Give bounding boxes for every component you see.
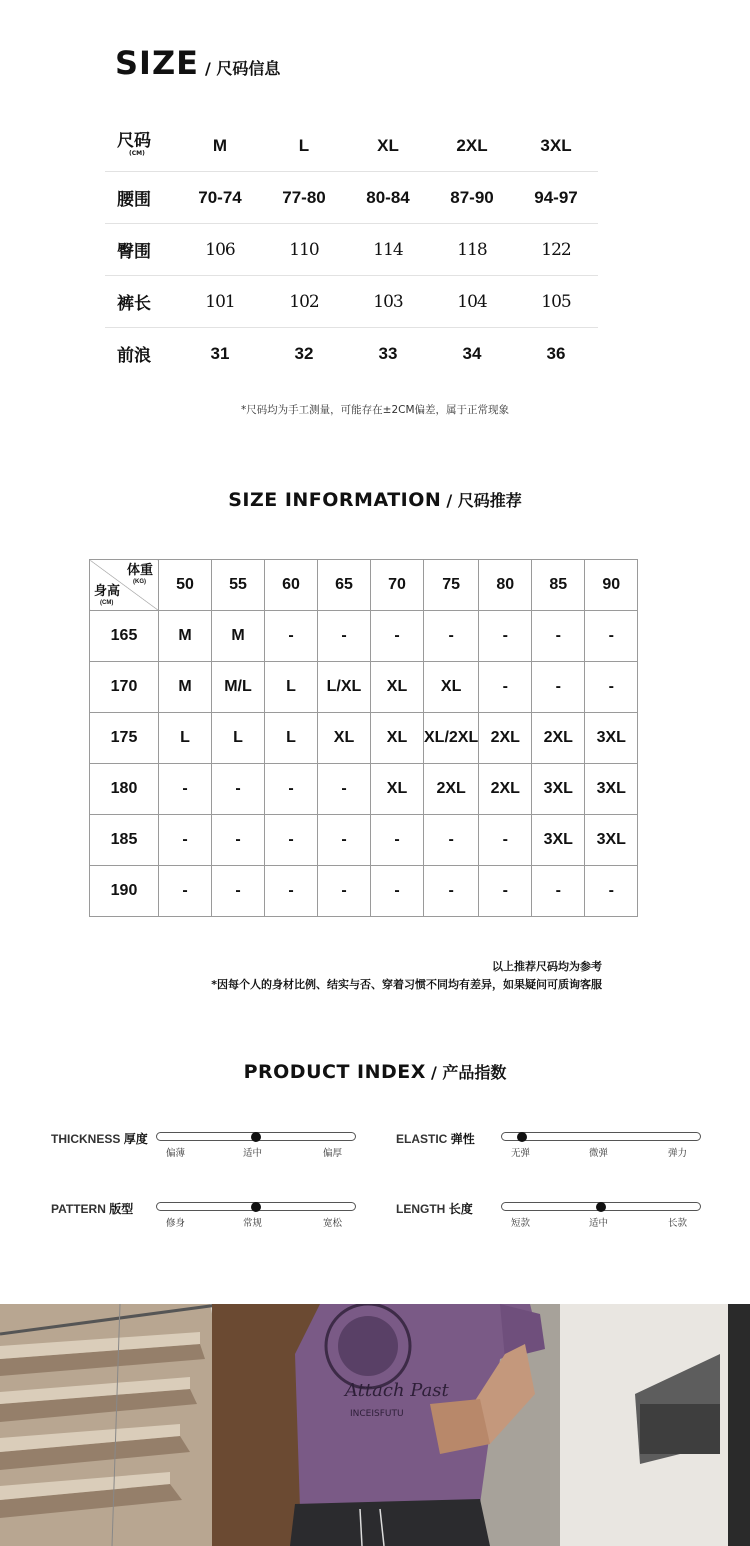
row-label: 臀围 — [117, 242, 151, 262]
size-row-rise — [105, 328, 598, 379]
height-cell: 175 — [90, 713, 159, 764]
rec-cell: XL/2XL — [424, 713, 479, 764]
rec-cell: - — [318, 866, 371, 917]
height-label: 身高 — [94, 584, 121, 599]
info-title: SIZE INFORMATION — [228, 489, 442, 511]
index-title: PRODUCT INDEX — [243, 1061, 426, 1083]
height-cell: 180 — [90, 764, 159, 815]
weight-col: 75 — [424, 560, 479, 611]
size-header-unit: (CM) — [129, 150, 145, 158]
recommend-table — [89, 559, 638, 917]
index-marker-dot — [251, 1202, 261, 1212]
value-cell: 101 — [205, 291, 235, 312]
rec-cell: - — [371, 815, 424, 866]
value-cell: 34 — [462, 343, 482, 363]
rec-cell: - — [159, 866, 212, 917]
row-label: 前浪 — [117, 346, 151, 366]
size-section-title — [115, 44, 280, 82]
rec-cell: - — [424, 866, 479, 917]
info-subtitle: / 尺码推荐 — [446, 491, 522, 510]
shirt-print-subtext: INCEISFUTU — [350, 1409, 404, 1419]
rec-cell: 3XL — [585, 713, 638, 764]
value-cell: 105 — [541, 291, 571, 312]
recommend-header-row — [90, 560, 638, 611]
index-track-elastic — [501, 1132, 701, 1141]
size-row-length — [105, 276, 598, 328]
size-note: *尺码均为手工测量，可能存在±2CM偏差，属于正常现象 — [240, 404, 510, 416]
rec-cell: - — [265, 866, 318, 917]
size-table — [105, 120, 598, 379]
rec-cell: - — [585, 662, 638, 713]
rec-cell: - — [532, 611, 585, 662]
value-cell: 33 — [378, 343, 398, 363]
rec-cell: - — [159, 764, 212, 815]
index-label-en: ELASTIC — [396, 1132, 448, 1146]
index-marker-dot — [596, 1202, 606, 1212]
value-cell: 102 — [289, 291, 319, 312]
rec-cell: - — [265, 815, 318, 866]
rec-cell: - — [585, 866, 638, 917]
size-table-header — [105, 120, 598, 172]
index-label-en: THICKNESS — [51, 1132, 121, 1146]
weight-col: 55 — [212, 560, 265, 611]
recommend-row-170 — [90, 662, 638, 713]
rec-cell: - — [371, 866, 424, 917]
rec-cell: - — [159, 815, 212, 866]
rec-cell: XL — [371, 764, 424, 815]
rec-cell: XL — [318, 713, 371, 764]
rec-cell: - — [318, 764, 371, 815]
value-cell: 118 — [457, 239, 487, 260]
index-tick-right: 长款 — [668, 1218, 688, 1229]
rec-cell: 3XL — [532, 764, 585, 815]
index-label-cn: 长度 — [448, 1202, 473, 1216]
rec-cell: 2XL — [479, 764, 532, 815]
rec-cell: M — [212, 611, 265, 662]
value-cell: 103 — [373, 291, 403, 312]
recommend-row-180 — [90, 764, 638, 815]
corner-cell — [90, 560, 159, 611]
rec-cell: 3XL — [532, 815, 585, 866]
size-header-cell — [105, 133, 178, 157]
index-label-pattern — [51, 1200, 133, 1217]
size-col-xl: XL — [377, 135, 399, 155]
rec-cell: - — [265, 764, 318, 815]
index-marker-dot — [517, 1132, 527, 1142]
rec-cell: L — [265, 713, 318, 764]
index-label-en: LENGTH — [396, 1202, 446, 1216]
rec-cell: - — [532, 866, 585, 917]
size-header-label: 尺码 — [117, 131, 151, 152]
index-tick-mid: 适中 — [589, 1218, 609, 1229]
rec-cell: - — [585, 611, 638, 662]
value-cell: 77-80 — [282, 187, 326, 207]
index-track-pattern — [156, 1202, 356, 1211]
height-cell: 165 — [90, 611, 159, 662]
weight-unit: (KG) — [133, 579, 146, 585]
size-row-waist — [105, 172, 598, 224]
value-cell: 114 — [373, 239, 403, 260]
product-photo — [0, 1304, 750, 1546]
shirt-print-text: Attach Past — [345, 1380, 449, 1401]
rec-cell: - — [479, 611, 532, 662]
recommend-row-165 — [90, 611, 638, 662]
info-section-title — [0, 488, 750, 511]
rec-cell: 3XL — [585, 764, 638, 815]
weight-col: 70 — [371, 560, 424, 611]
size-col-2xl: 2XL — [456, 135, 488, 155]
rec-cell: - — [371, 611, 424, 662]
weight-label: 体重 — [126, 563, 153, 578]
value-cell: 104 — [457, 291, 487, 312]
rec-cell: - — [265, 611, 318, 662]
index-label-cn: 厚度 — [123, 1132, 148, 1146]
rec-cell: L — [265, 662, 318, 713]
rec-cell: M/L — [212, 662, 265, 713]
index-label-en: PATTERN — [51, 1202, 106, 1216]
index-label-elastic — [396, 1130, 475, 1147]
product-photo-illustration — [0, 1304, 750, 1546]
weight-col: 50 — [159, 560, 212, 611]
rec-cell: - — [424, 611, 479, 662]
index-label-thickness — [51, 1130, 148, 1147]
value-cell: 94-97 — [534, 187, 578, 207]
index-label-cn: 版型 — [109, 1202, 134, 1216]
height-cell: 185 — [90, 815, 159, 866]
weight-col: 90 — [585, 560, 638, 611]
value-cell: 32 — [294, 343, 314, 363]
index-subtitle: / 产品指数 — [430, 1063, 507, 1082]
index-tick-mid: 微弹 — [589, 1148, 609, 1159]
height-cell: 170 — [90, 662, 159, 713]
recommend-row-190 — [90, 866, 638, 917]
rec-cell: L — [159, 713, 212, 764]
value-cell: 80-84 — [366, 187, 410, 207]
size-subtitle: / 尺码信息 — [205, 59, 281, 78]
weight-col: 80 — [479, 560, 532, 611]
rec-cell: - — [424, 815, 479, 866]
rec-cell: L — [212, 713, 265, 764]
rec-cell: 2XL — [424, 764, 479, 815]
value-cell: 70-74 — [198, 187, 242, 207]
rec-cell: 2XL — [532, 713, 585, 764]
index-tick-right: 弹力 — [668, 1148, 688, 1159]
rec-cell: XL — [371, 662, 424, 713]
rec-cell: - — [212, 815, 265, 866]
index-track-thickness — [156, 1132, 356, 1141]
recommend-note-disclaimer: *因每个人的身材比例、结实与否、穿着习惯不同均有差异，如果疑问可质询客服 — [211, 978, 602, 991]
value-cell: 106 — [205, 239, 235, 260]
rec-cell: 3XL — [585, 815, 638, 866]
rec-cell: - — [479, 662, 532, 713]
index-track-length — [501, 1202, 701, 1211]
index-label-length — [396, 1200, 473, 1217]
weight-col: 65 — [318, 560, 371, 611]
row-label: 裤长 — [117, 294, 151, 314]
size-title: SIZE — [115, 44, 200, 82]
index-tick-right: 偏厚 — [323, 1148, 343, 1159]
rec-cell: XL — [371, 713, 424, 764]
index-tick-left: 无弹 — [511, 1148, 531, 1159]
size-row-hip — [105, 224, 598, 276]
value-cell: 36 — [546, 343, 566, 363]
rec-cell: - — [212, 866, 265, 917]
size-col-l: L — [298, 135, 310, 155]
rec-cell: - — [212, 764, 265, 815]
rec-cell: M — [159, 662, 212, 713]
weight-col: 60 — [265, 560, 318, 611]
index-tick-mid: 适中 — [243, 1148, 263, 1159]
rec-cell: M — [159, 611, 212, 662]
index-tick-left: 短款 — [511, 1218, 531, 1229]
row-label: 腰围 — [117, 190, 151, 210]
rec-cell: 2XL — [479, 713, 532, 764]
value-cell: 87-90 — [450, 187, 494, 207]
index-tick-left: 修身 — [166, 1218, 186, 1229]
rec-cell: L/XL — [318, 662, 371, 713]
index-label-cn: 弹性 — [450, 1132, 475, 1146]
recommend-note-reference: 以上推荐尺码均为参考 — [492, 960, 602, 973]
height-unit: (CM) — [100, 600, 114, 606]
rec-cell: - — [318, 611, 371, 662]
rec-cell: - — [318, 815, 371, 866]
size-col-3xl: 3XL — [540, 135, 572, 155]
value-cell: 31 — [210, 343, 230, 363]
index-section-title — [0, 1060, 750, 1083]
index-marker-dot — [251, 1132, 261, 1142]
rec-cell: - — [479, 815, 532, 866]
index-tick-left: 偏薄 — [166, 1148, 186, 1159]
value-cell: 110 — [289, 239, 319, 260]
size-col-m: M — [212, 135, 228, 155]
recommend-row-175 — [90, 713, 638, 764]
rec-cell: - — [479, 866, 532, 917]
index-tick-mid: 常规 — [243, 1218, 263, 1229]
height-cell: 190 — [90, 866, 159, 917]
value-cell: 122 — [541, 239, 571, 260]
index-tick-right: 宽松 — [323, 1218, 343, 1229]
weight-col: 85 — [532, 560, 585, 611]
recommend-row-185 — [90, 815, 638, 866]
rec-cell: XL — [424, 662, 479, 713]
rec-cell: - — [532, 662, 585, 713]
